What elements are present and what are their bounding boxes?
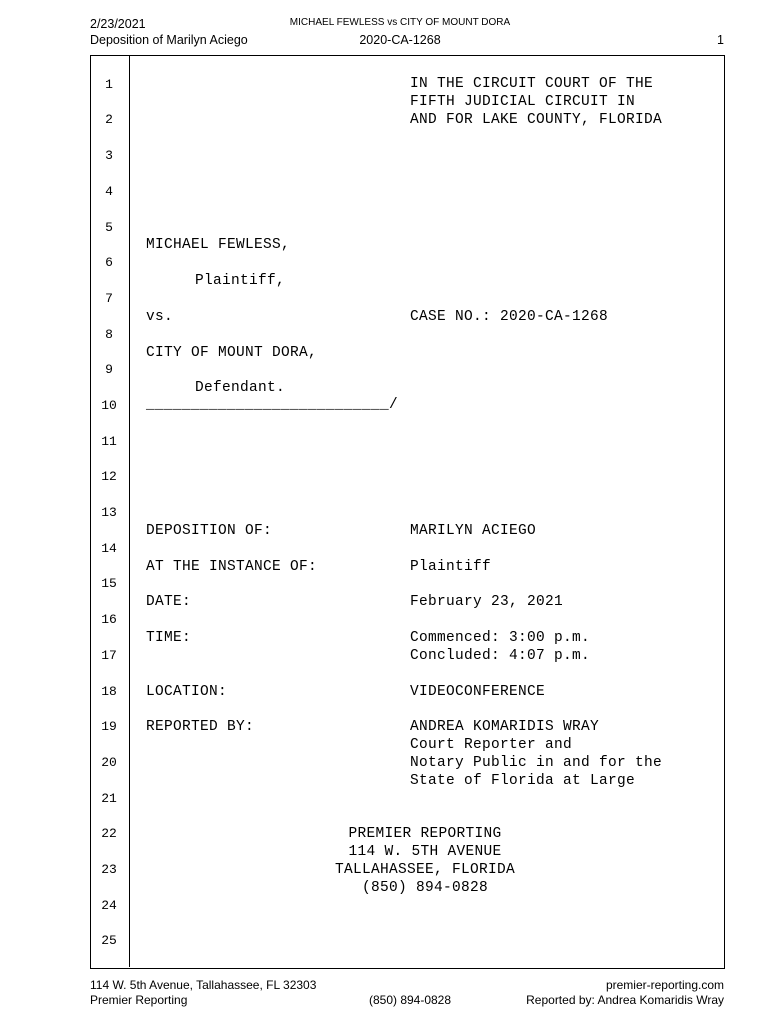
line-number: 20 [101, 755, 117, 770]
line-number: 25 [101, 933, 117, 948]
line-number: 9 [105, 362, 113, 377]
case-number-line: CASE NO.: 2020-CA-1268 [410, 309, 609, 325]
footer-website: premier-reporting.com [605, 978, 724, 992]
line-number: 12 [101, 469, 117, 484]
line-number: 13 [101, 505, 117, 520]
footer-company: Premier Reporting [90, 993, 188, 1007]
line-number: 23 [101, 862, 117, 877]
line-number: 2 [105, 112, 113, 127]
line-number: 7 [105, 291, 113, 306]
line-number: 24 [101, 898, 117, 913]
time-commenced: Commenced: 3:00 p.m. [410, 630, 591, 646]
firm-city: TALLAHASSEE, FLORIDA [334, 862, 516, 878]
instance-of-label: AT THE INSTANCE OF: [146, 559, 318, 575]
plaintiff-label: Plaintiff, [195, 273, 286, 289]
footer-address: 114 W. 5th Avenue, Tallahassee, FL 32303 [90, 978, 317, 992]
deposition-of-value: MARILYN ACIEGO [410, 523, 537, 539]
date-label: DATE: [146, 594, 192, 610]
firm-phone: (850) 894-0828 [361, 880, 489, 896]
line-number: 19 [101, 719, 117, 734]
line-number: 3 [105, 148, 113, 163]
date-value: February 23, 2021 [410, 594, 564, 610]
deposition-of-label: DEPOSITION OF: [146, 523, 273, 539]
footer-phone: (850) 894-0828 [368, 993, 452, 1007]
reported-by-label: REPORTED BY: [146, 719, 255, 735]
header-case-number: 2020-CA-1268 [359, 33, 441, 47]
versus-label: vs. [146, 309, 174, 325]
time-label: TIME: [146, 630, 192, 646]
reporter-title-line-2: Court Reporter and [410, 737, 573, 753]
line-number: 15 [101, 576, 117, 591]
line-number: 22 [101, 826, 117, 841]
time-concluded: Concluded: 4:07 p.m. [410, 648, 591, 664]
line-number: 11 [101, 434, 117, 449]
line-number: 21 [101, 791, 117, 806]
header-date: 2/23/2021 [90, 17, 146, 31]
line-number: 18 [101, 684, 117, 699]
reporter-title-line-3: Notary Public in and for the [410, 755, 663, 771]
line-number: 1 [105, 77, 113, 92]
firm-name: PREMIER REPORTING [348, 826, 502, 842]
location-value: VIDEOCONFERENCE [410, 684, 546, 700]
court-heading-line-2: FIFTH JUDICIAL CIRCUIT IN [410, 94, 636, 110]
firm-street: 114 W. 5TH AVENUE [348, 844, 502, 860]
footer-reported-by: Reported by: Andrea Komaridis Wray [526, 993, 724, 1007]
line-number: 16 [101, 612, 117, 627]
line-number: 6 [105, 255, 113, 270]
court-heading-line-3: AND FOR LAKE COUNTY, FLORIDA [410, 112, 663, 128]
court-heading-line-1: IN THE CIRCUIT COURT OF THE [410, 76, 654, 92]
caption-signature-line: ___________________________/ [146, 397, 399, 413]
header-caption: MICHAEL FEWLESS vs CITY OF MOUNT DORA [289, 17, 511, 28]
header-page-number: 1 [717, 33, 724, 47]
plaintiff-name: MICHAEL FEWLESS, [146, 237, 291, 253]
header-deposition-title: Deposition of Marilyn Aciego [90, 33, 248, 47]
line-number: 5 [105, 220, 113, 235]
line-number: 8 [105, 327, 113, 342]
line-number: 4 [105, 184, 113, 199]
instance-of-value: Plaintiff [410, 559, 492, 575]
defendant-name: CITY OF MOUNT DORA, [146, 345, 318, 361]
reporter-name: ANDREA KOMARIDIS WRAY [410, 719, 600, 735]
line-number: 14 [101, 541, 117, 556]
line-number: 17 [101, 648, 117, 663]
line-number: 10 [101, 398, 117, 413]
reporter-title-line-4: State of Florida at Large [410, 773, 636, 789]
defendant-label: Defendant. [195, 380, 286, 396]
location-label: LOCATION: [146, 684, 228, 700]
